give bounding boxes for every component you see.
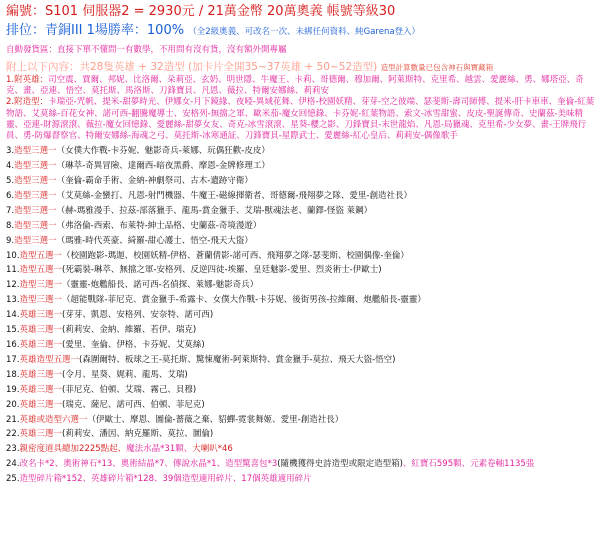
rank-note: （全2級奧義、可改名一次、未綁任何資料、純Garena登入）: [188, 27, 421, 37]
skins-list: 卡瑞亞-咒帆、提米-甜夢時光、伊娜女-月下鏡緣、夜啞-異域花舞、伊格-校園妖精、芽芽-空之彼端、瑟斐斯-壽司師傅、提米-肝卡車車、奎倫-紅葉物語、艾莫絲-百花女神、諾可西-翻騰魔導士、安格列-無擋之軍、歐米茄-魔女回憶錄、卡芬妮-紅葉物語、索文-冰雪甜蜜、皮皮-聖誕傳奇、史蘭茲-美味精靈、亞連-財源滾滾、薇拉-魔女回憶錄、愛麗絲-甜夢女友、奇克-冰雪滾滾、星葵-櫻之影、刀鋒寶貝-末世龍焰、凡恩-局獵魂、克里希-少女夢、畫-王牌飛行員、勇-防爆督察官、特爾安娜絲-海魂之弓、莫托斯-冰寒通証、刀鋒寶貝-星際武士、愛麗絲-紅心皇后、莉莉安-偶像歌手: [6, 97, 595, 142]
list-item: 6.造型三選一（艾莫絲-金蠻打、凡恩-射門機器、牛魔王-磁線揮衛者、哥德爾-飛翔夢之隊、愛里-創造社長）: [6, 190, 412, 201]
list-item: 3.造型三選一（女僕大作戰-卡芬妮、魅影奇兵-萊娜、玩偶狂歡-皮皮）: [6, 146, 270, 157]
list-item: 12.造型三選一（靈靈-炮艦船長、諾可西-名偵探、萊娜-魅影奇兵）: [6, 280, 259, 291]
list-item-items: 24.改名卡*2、奧術神石*13、奧術結晶*7、傳說水晶*1、造型驚喜包*3(隨機獲得史詩造型或限定造型箱)、紅寶石595顆、元素卷軸1135張: [6, 459, 535, 470]
list-item: 9.造型三選一（瑪雅-時代英豪、綺羅-甜心護士、悟空-飛天大盜）: [6, 235, 253, 246]
list-item: 20.英雄三選一(瑞克、薩尼、諾可西、伯頓、菲尼克): [6, 399, 205, 410]
list-item: 16.英雄三選一(愛里、奎倫、伊格、卡芬妮、艾莫絲): [6, 340, 205, 350]
heroes-paragraph: [6, 75, 599, 97]
rank-text: 排位：青銅III 1場勝率：100%: [6, 23, 185, 38]
list-item-fragments: 25.造型碎片箱*152、英雄碎片箱*128、39個造型適用碎片、17個英雄適用碎片: [6, 474, 312, 485]
rank-line: [6, 21, 599, 42]
list-item: 13.造型三選一（超能戰隊-菲尼克、賞金獵手-希露卡、女僕大作戰-卡芬妮、後街男孩-拉維爾、炮艦船長-靈靈）: [6, 295, 426, 306]
contents-summary-text: 附上以下內容：共28隻英雄 + 32造型 (加卡片全開35~37英雄 + 50~52造型): [6, 61, 378, 73]
skins-paragraph: [6, 97, 599, 142]
list-item: 18.英雄三選一(令月、星葵、娓莉、龍馬、艾瑞): [6, 369, 188, 380]
list-item: 5.造型三選一（奎倫-霸命手術、金納-神劇祭司、古木-遺跡守衛）: [6, 176, 253, 187]
list-item: 15.英雄三選一(莉莉安、金納、維羅、若伊、瑞克): [6, 325, 197, 336]
auto-delivery-notice: 自動發貨區：直接下單不懂問一有數學，不用問有沒有貨，沒有額外開專屬: [6, 45, 287, 55]
list-item: 4.造型三選一（琳萃-奇異冒險、達爾西-暗夜黑爵、摩恩-金牌修理工）: [6, 161, 270, 172]
list-item: 7.造型三選一（赫-瑪雅漫手、拉茲-部落獵手、龍馬-賞金獵手、艾瑞-獸魂法老、蘭鐸-怪盜 萊鋼）: [6, 205, 373, 216]
list-item: 14.英雄三選一(芽芽、凱恩、安格列、安奈特、諾可西): [6, 310, 214, 321]
list-item-resources: 23.親密度道具總加2225點起、魔法水晶*31顆、大喇叭*46: [6, 444, 233, 455]
list-item: 10.造型五選一（校園跑影-瑪迦、校園妖精-伊格、蒼蘭倩影-諾可西、飛翔夢之隊-瑟斐斯、校園偶像-奎倫）: [6, 250, 409, 261]
list-item: 17.英雄造型五選一(森圍爾特、板球之王-莫托斯、驚悚魔術-阿萊斯特、賞金獵手-莫拉、飛天大盜-悟空): [6, 354, 396, 365]
heroes-list: 司空震、賈爾、邦妮、比洛爾、朵莉亞、玄奶、明世隱、牛魔王、卡莉、哥德爾、穆加爾、阿萊斯特、克里希、越雲、愛麗絲、勇、娜塔亞、奇克、畫、亞連、悟空、莫托斯、馬洛斯、刀鋒寶貝、凡恩、薇拉、特爾安娜絲、莉莉安: [6, 75, 584, 97]
contents-summary-note: 造型計算數量已包含神石與寶藏箱: [380, 63, 494, 72]
skins-label: 2.附造型：: [6, 97, 49, 108]
list-item: 21.英雄或造型六選一（伊歐士、摩恩、圖倫-薔薇之棄、貂蟬-霓裳舞姬、愛里-創造社長）: [6, 414, 344, 425]
choice-list: [6, 144, 599, 487]
listing-title: 編號：S101 伺服器2 = 2930元 / 21萬金幣 20萬奧義 帳號等級30: [6, 4, 396, 19]
list-item: 22.英雄三選一(莉莉安、潘因、納克羅斯、莫拉、圖倫): [6, 429, 214, 440]
heroes-label: 1.附英雄：: [6, 75, 49, 85]
contents-summary: [6, 60, 599, 75]
list-item: 19.英雄三選一(菲尼克、伯頓、艾瑞、霧己、貝穆): [6, 384, 197, 395]
list-item: 11.造型五選一(死霸裝-琳萃、無擋之軍-安格列、反逆四徒-埃羅、皇廷魅影-愛里、烈炎術士-伊歐士): [6, 265, 382, 276]
list-item: 8.造型三選一（弗洛倫-西索、布萊特-紳士品格、史蘭茲-奇境漫遊）: [6, 220, 262, 231]
